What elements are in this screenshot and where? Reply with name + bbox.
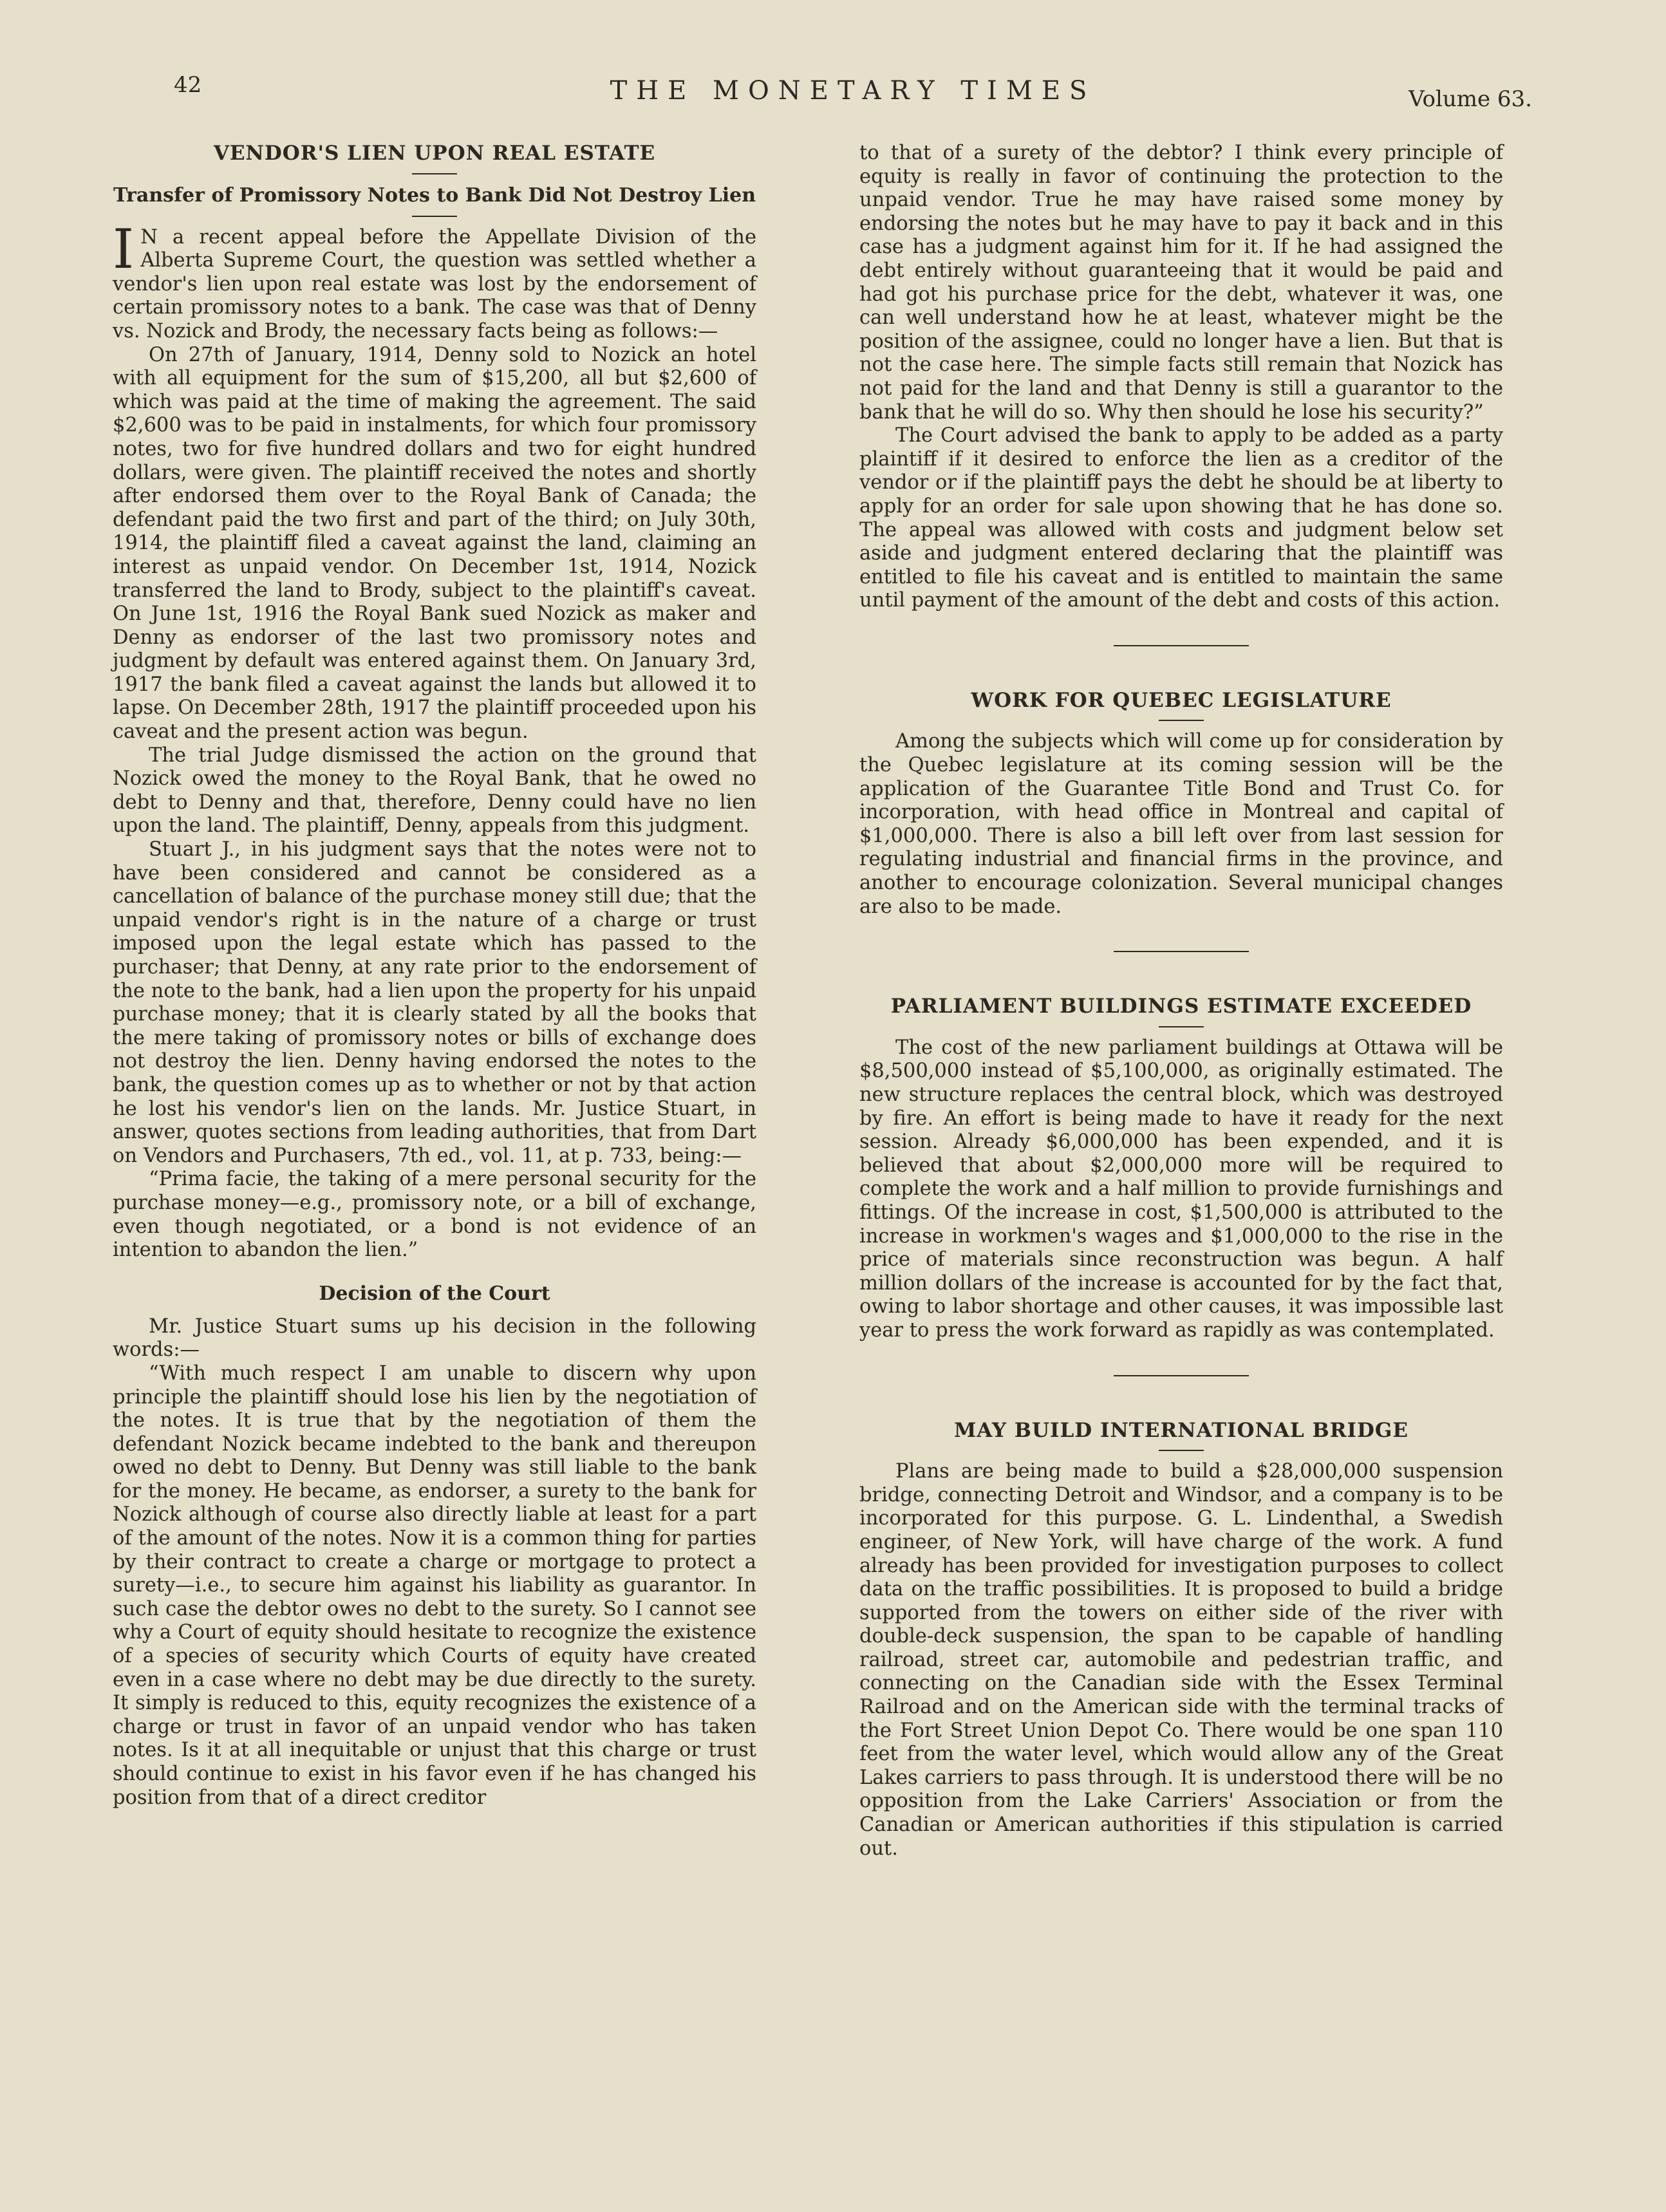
article-title-quebec: WORK FOR QUEBEC LEGISLATURE [971, 688, 1392, 712]
subtitle-rule [412, 216, 457, 217]
right-column [859, 142, 1503, 1861]
title-rule [1159, 1026, 1204, 1027]
paragraph: Stuart J., in his judgment says that the notes were not to have been considered and cannot be considered as a cancellation of balance of the purchase money still due; that the unpaid vendor's right is in the nature of a charge or trust imposed upon the legal estate which has passed to the purchaser; that Denny, at any rate prior to the endorsement of the note to the bank, had a lien upon the property for his unpaid purchase money; that it is clearly stated by all the books that the mere taking of promissory notes or bills of exchange does not destroy the lien. Denny having endorsed the notes to the bank, the question comes up as to whether or not by that action he lost his vendor's lien on the lands. Mr. Justice Stuart, in answer, quotes sections from leading authorities, that from Dart on Vendors and Purchasers, 7th ed., vol. 11, at p. 733, being:— [113, 838, 756, 1167]
page-header [174, 72, 1532, 117]
paragraph: Mr. Justice Stuart sums up his decision in the following words:— [113, 1315, 756, 1362]
title-rule [1159, 720, 1204, 721]
drop-cap: I [113, 217, 135, 281]
paragraph: “Prima facie, the taking of a mere personal security for the purchase money—e.g., promissory note, or a bill of exchange, even though negotiated, or a bond is not evidence of an intention to abandon the lien.” [113, 1168, 756, 1262]
article-divider [1114, 645, 1249, 646]
paragraph: The trial Judge dismissed the action on the ground that Nozick owed the money to the Royal Bank, that he owed no debt to Denny and that, therefore, Denny could have no lien upon the land. The plaintiff, Denny, appeals from this judgment. [113, 744, 756, 838]
article-subtitle-vendor: Transfer of Promissory Notes to Bank Did Not Destroy Lien [113, 183, 756, 207]
article-divider [1114, 951, 1249, 952]
section-heading-decision: Decision of the Court [319, 1282, 550, 1305]
article-title-vendor: VENDOR'S LIEN UPON REAL ESTATE [213, 142, 656, 165]
article-title-parliament: PARLIAMENT BUILDINGS ESTIMATE EXCEEDED [890, 995, 1472, 1018]
left-column [113, 142, 756, 1810]
paragraph: “With much respect I am unable to discern why upon principle the plaintiff should lose his lien by the negotiation of the notes. It is true that by the negotiation of them the defendant Nozick became indebted to the bank and thereupon owed no debt to Denny. But Denny was still liable to the bank for the money. He became, as endorser, a surety to the bank for Nozick although of course also directly liable at least for a part of the amount of the notes. Now it is a common thing for parties by their contract to create a charge or mortgage to protect a surety—i.e., to secure him against his liability as guarantor. In such case the debtor owes no debt to the surety. So I cannot see why a Court of equity should hesitate to recognize the existence of a species of security which Courts of equity have created even in a case where no debt may be due directly to the surety. It simply is reduced to this, equity recognizes the existence of a charge or trust in favor of an unpaid vendor who has taken notes. Is it at all inequitable or unjust that this charge or trust should continue to exist in his favor even if he has changed his position from that of a direct creditor [113, 1362, 756, 1809]
paragraph: On 27th of January, 1914, Denny sold to Nozick an hotel with all equipment for the sum of $15,200, all but $2,600 of which was paid at the time of making the agreement. The said $2,600 was to be paid in instalments, for which four promissory notes, two for five hundred dollars and two for eight hundred dollars, were given. The plaintiff received the notes and shortly after endorsed them over to the Royal Bank of Canada; the defendant paid the two first and part of the third; on July 30th, 1914, the plaintiff filed a caveat against the land, claiming an interest as unpaid vendor. On December 1st, 1914, Nozick transferred the land to Brody, subject to the plaintiff's caveat. On June 1st, 1916 the Royal Bank sued Nozick as maker and Denny as endorser of the last two promissory notes and judgment by default was entered against them. On January 3rd, 1917 the bank filed a caveat against the lands but allowed it to lapse. On December 28th, 1917 the plaintiff proceeded upon his caveat and the present action was begun. [113, 343, 756, 744]
title-rule [1159, 1450, 1204, 1451]
paragraph: I N a recent appeal before the Appellate Division of the Alberta Supreme Court, the question was settled whether a vendor's lien upon real estate was lost by the endorsement of certain promissory notes to a bank. The case was that of Denny vs. Nozick and Brody, the necessary facts being as follows:— [113, 217, 756, 342]
volume-label: Volume 63. [1409, 86, 1532, 112]
paragraph: Among the subjects which will come up for consideration by the Quebec legislature at its coming session will be the application of the Guarantee Title Bond and Trust Co. for incorporation, with head office in Montreal and capital of $1,000,000. There is also a bill left over from last session for regulating industrial and financial firms in the province, and another to encourage colonization. Several municipal changes are also to be made. [859, 730, 1503, 918]
page-number: 42 [174, 72, 202, 98]
paragraph: The cost of the new parliament buildings at Ottawa will be $8,500,000 instead of $5,100,000, as originally estimated. The new structure replaces the central block, which was destroyed by fire. An effort is being made to have it ready for the next session. Already $6,000,000 has been expended, and it is believed that about $2,000,000 more will be required to complete the work and a half million to provide furnishings and fittings. Of the increase in cost, $1,500,000 is attributed to the increase in workmen's wages and $1,000,000 to the rise in the price of materials since reconstruction was begun. A half million dollars of the increase is accounted for by the fact that, owing to labor shortage and other causes, it was impossible last year to press the work forward as rapidly as was contemplated. [859, 1036, 1503, 1342]
paragraph: to that of a surety of the debtor? I think every principle of equity is really in favor of continuing the protection to the unpaid vendor. True he may have raised some money by endorsing the notes but he may have to pay it back and in this case has a judgment against him for it. If he had assigned the debt entirely without guaranteeing that it would be paid and had got his purchase price for the debt, whatever it was, one can well understand how he at least, whatever might be the position of the assignee, could no longer have a lien. But that is not the case here. The simple facts still remain that Nozick has not paid for the land and that Denny is still a guarantor to the bank that he will do so. Why then should he lose his security?” [859, 142, 1503, 424]
publication-title: THE MONETARY TIMES [610, 76, 1096, 106]
title-rule [412, 173, 457, 174]
paragraph: Plans are being made to build a $28,000,000 suspension bridge, connecting Detroit and Windsor, and a company is to be incorporated for this purpose. G. L. Lindenthal, a Swedish engineer, of New York, will have charge of the work. A fund already has been provided for investigation purposes to collect data on the traffic possibilities. It is proposed to build a bridge supported from the towers on either side of the river with double-deck suspension, the span to be capable of handling railroad, street car, automobile and pedestrian traffic, and connecting on the Canadian side with the Essex Terminal Railroad and on the American side with the terminal tracks of the Fort Street Union Depot Co. There would be one span 110 feet from the water level, which would allow any of the Great Lakes carriers to pass through. It is understood there will be no opposition from the Lake Carriers' Association or from the Canadian or American authorities if this stipulation is carried out. [859, 1460, 1503, 1860]
article-divider [1114, 1375, 1249, 1376]
paragraph: The Court advised the bank to apply to be added as a party plaintiff if it desired to enforce the lien as a creditor of the vendor or if the plaintiff pays the debt he should be at liberty to apply for an order for sale upon showing that he has done so. The appeal was allowed with costs and judgment below set aside and judgment entered declaring that the plaintiff was entitled to file his caveat and is entitled to maintain the same until payment of the amount of the debt and costs of this action. [859, 424, 1503, 612]
article-title-bridge: MAY BUILD INTERNATIONAL BRIDGE [954, 1418, 1409, 1442]
